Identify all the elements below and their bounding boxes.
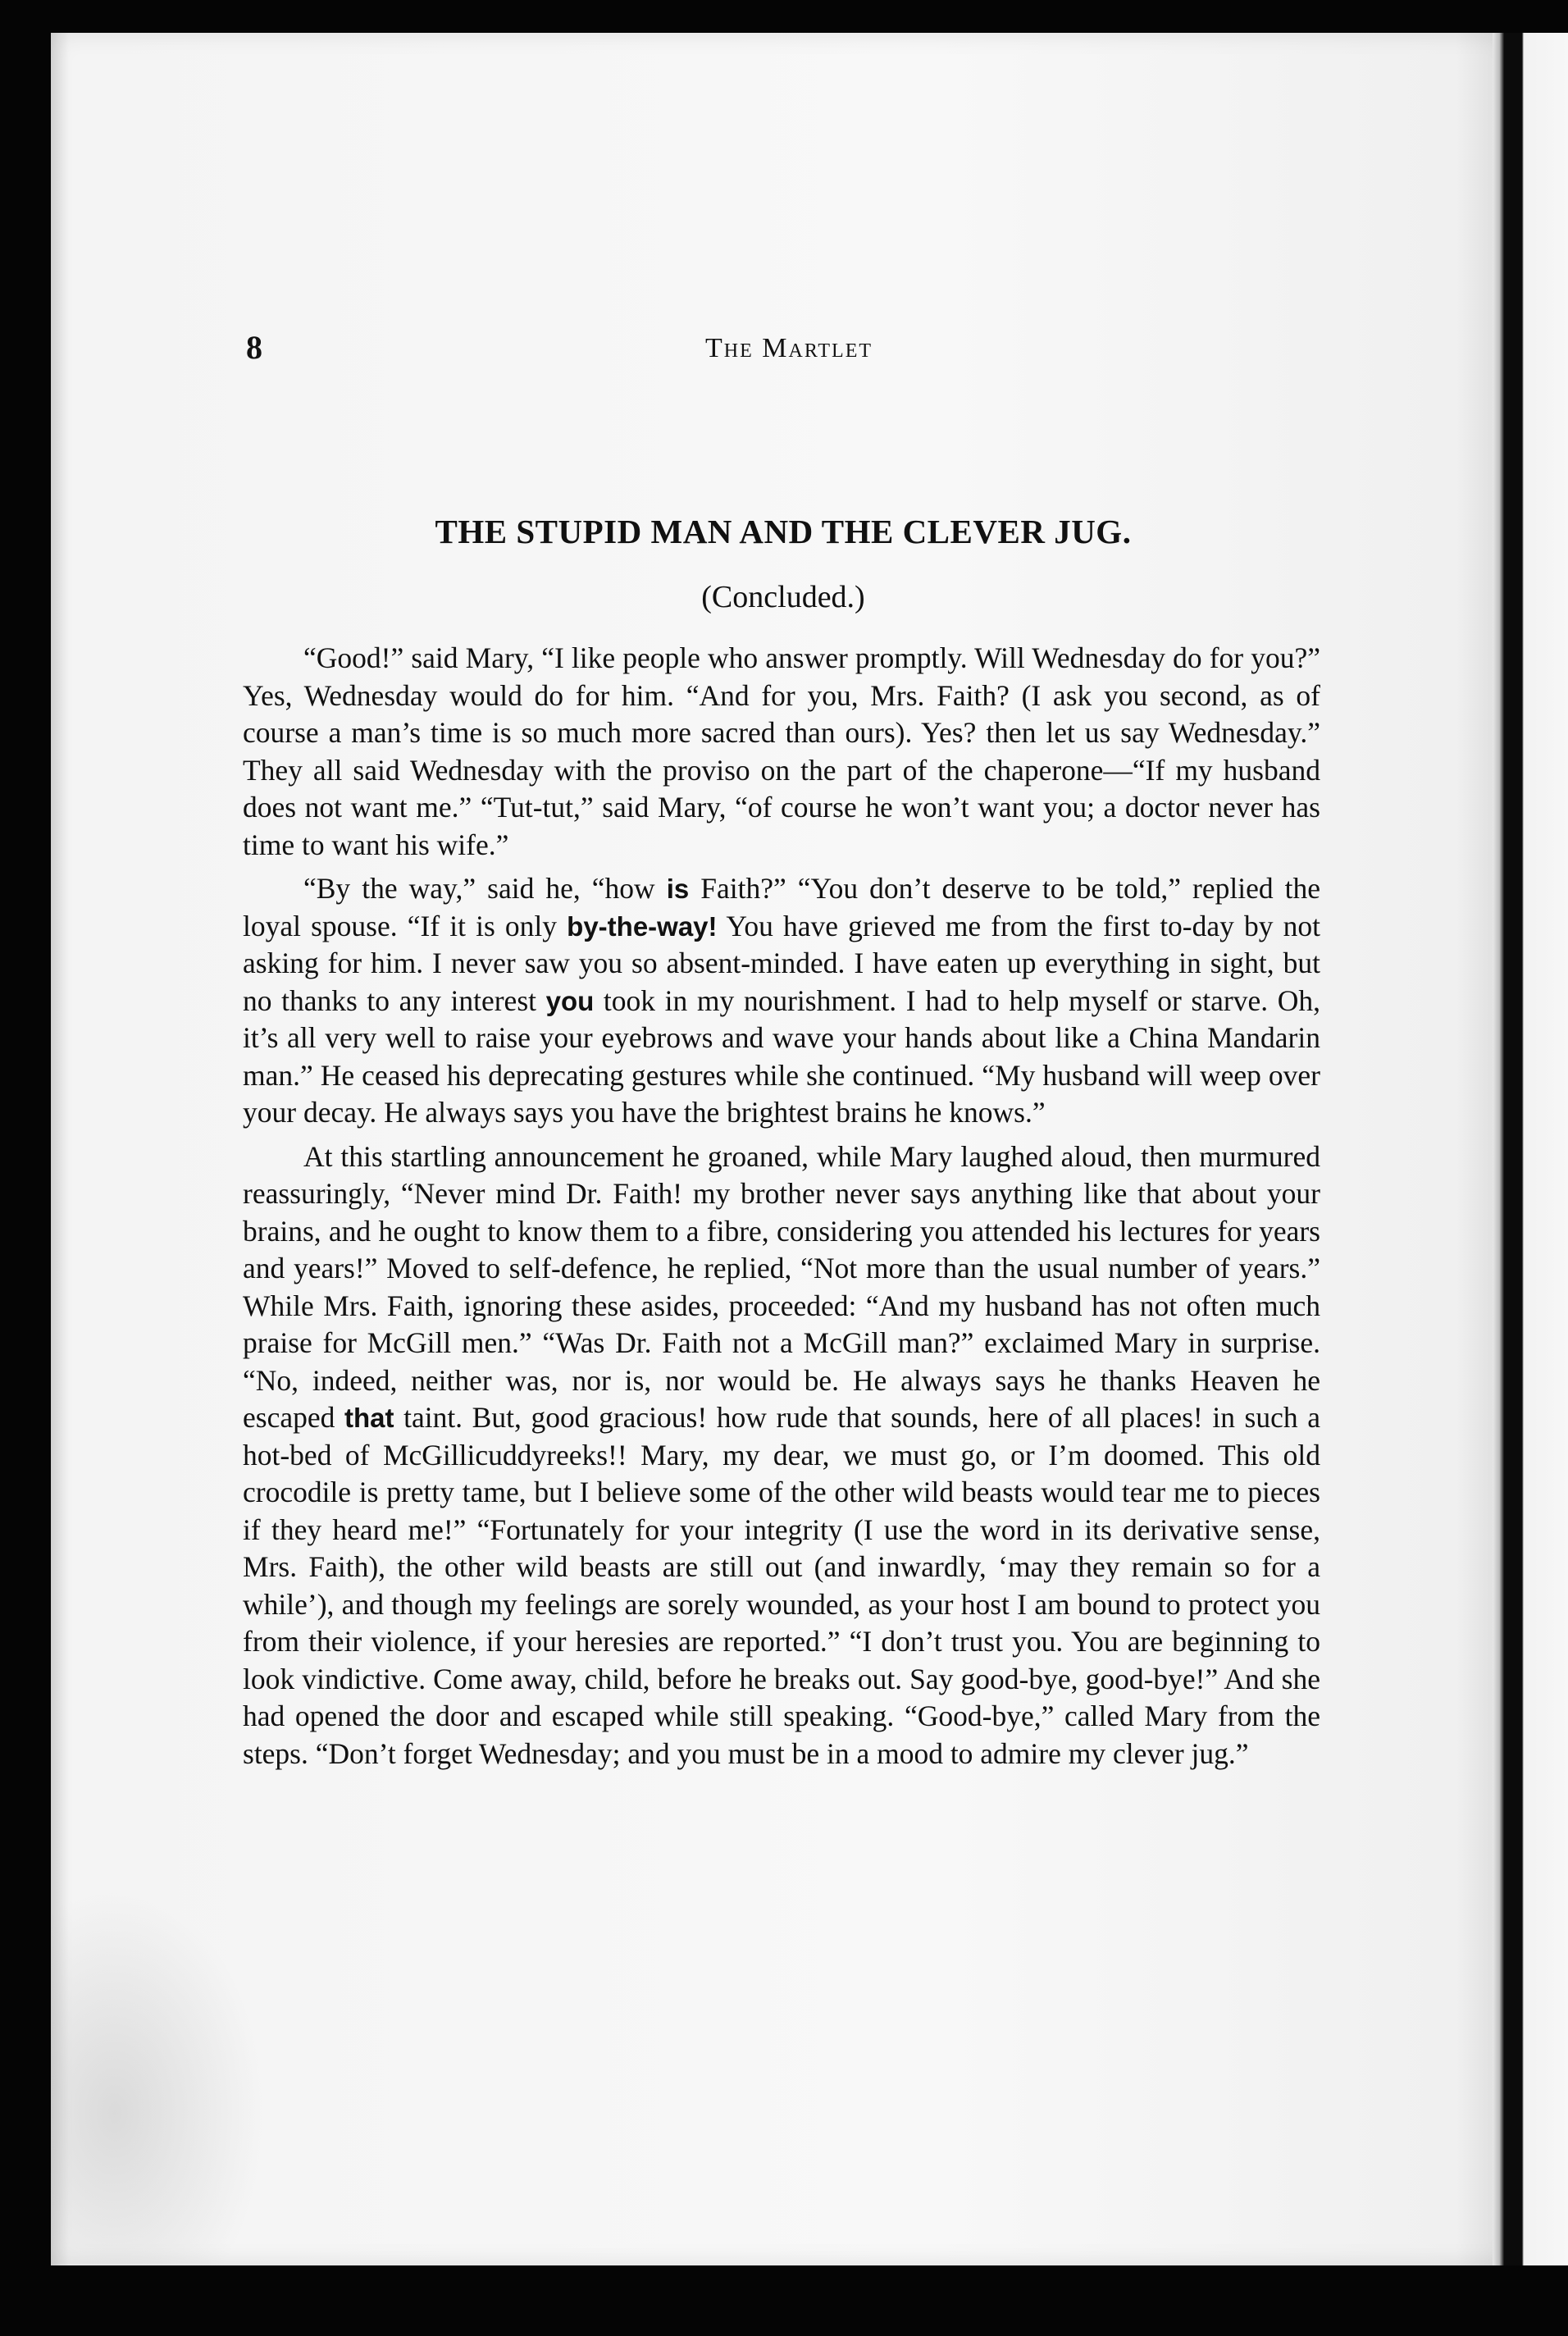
running-head: The Martlet: [705, 333, 873, 363]
paragraph: [243, 870, 1320, 1132]
emphasized-text: is: [666, 874, 690, 904]
page-number: 8: [246, 329, 262, 366]
page-edge: [1493, 33, 1504, 2265]
paragraph-text: Faith?” “You don’t deserve to be told,” replied the loyal spouse. “If it is only: [243, 872, 1320, 942]
paragraph-text: “By the way,” said he, “how: [303, 872, 667, 905]
paragraph: [243, 640, 1320, 864]
adjacent-page-strip: [1504, 33, 1568, 2265]
emphasized-text: by-the-way!: [567, 910, 718, 942]
article-body: [243, 640, 1320, 1779]
paragraph-text: taint. But, good gracious! how rude that sounds, here of all places! in such a hot-bed of McGillicuddyreeks!! Mary, my dear, we must go, or I’m doomed. This old crocodile is pretty tame, but I believe some of the other wild beasts would tear me to pieces if they heard me!” “Fortunately for your integrity (I use the word in its derivative sense, Mrs. Faith), the other wild beasts are still out (and inwardly, ‘may they remain so for a while’), and though my feelings are sorely wounded, as your host I am bound to protect you from their violence, if your heresies are reported.” “I don’t trust you. You are beginning to look vindictive. Come away, child, before he breaks out. Say good-bye, good-bye!” And she had opened the door and escaped while still speaking. “Good-bye,” called Mary from the steps. “Don’t forget Wednesday; and you must be in a mood to admire my clever jug.”: [243, 1401, 1321, 1770]
paragraph-text: At this startling announcement he groaned, while Mary laughed aloud, then murmured reassuringly, “Never mind Dr. Faith! my brother never says anything like that about your brains, and he ought to know them to a fibre, considering you attended his lectures for years and years!” Moved to self-defence, he replied, “Not more than the usual number of years.” While Mrs. Faith, ignoring these asides, proceeded: “And my husband has not often much praise for McGill men.” “Was Dr. Faith not a McGill man?” exclaimed Mary in surprise. “No, indeed, neither was, nor is, nor would be. He always says he thanks Heaven he escaped: [243, 1139, 1320, 1434]
paragraph-text: You have grieved me from the first to-day by not asking for him. I never saw you so absent-minded. I have eaten up everything in sight, but no thanks to any interest: [243, 909, 1320, 1017]
paragraph-text: “Good!” said Mary, “I like people who answer promptly. Will Wednesday do for you?” Yes, Wednesday would do for him. “And for you, Mrs. Faith? (I ask you second, as of course a man’s time is so much more sacred than ours). Yes? then let us say Wednesday.” They all said Wednesday with the proviso on the part of the chaperone—“If my husband does not want me.” “Tut-tut,” said Mary, “of course he won’t want you; a doctor never has time to want his wife.”: [243, 641, 1320, 861]
paragraph-text: took in my nourishment. I had to help myself or starve. Oh, it’s all very well to raise your eyebrows and wave your hands about like a China Mandarin man.” He ceased his deprecating gestures while she continued. “My husband will weep over your decay. He always says you have the brightest brains he knows.”: [243, 983, 1320, 1129]
paragraph: [243, 1138, 1320, 1773]
emphasized-text: you: [545, 985, 595, 1016]
article-title: THE STUPID MAN AND THE CLEVER JUG.: [435, 513, 1132, 550]
page-header: [246, 328, 1394, 377]
article-subtitle: (Concluded.): [701, 580, 865, 614]
paper-smudge: [51, 1887, 264, 2264]
emphasized-text: that: [344, 1403, 394, 1433]
